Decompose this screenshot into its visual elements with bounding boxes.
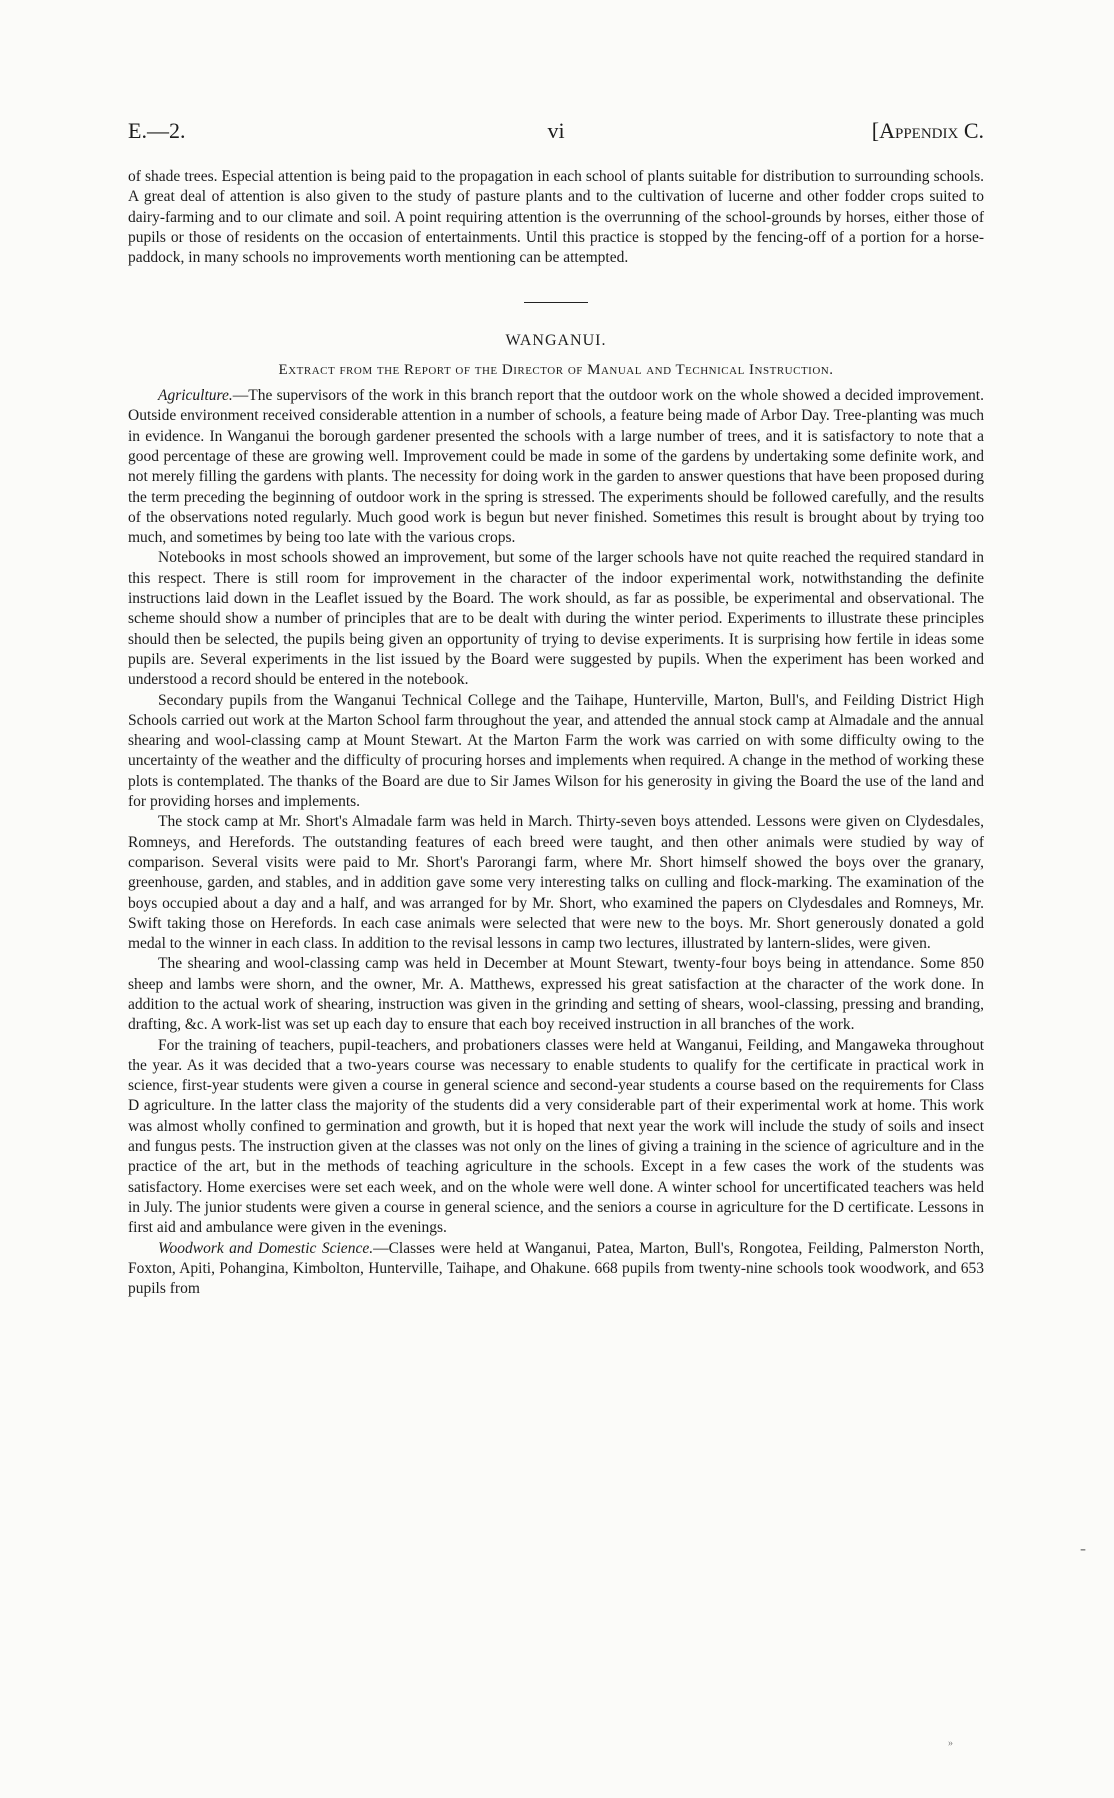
corner-mark: »: [948, 1738, 953, 1749]
body-text: [128, 167, 984, 1299]
agriculture-text: —The supervisors of the work in this branch report that the outdoor work on the whole showed a decided improvement. Outside environment received considerable attention in a number of schools, a feature being made of Arbor Day. Tree-planting was much in evidence. In Wanganui the borough gardener presented the schools with a large number of trees, and it is satisfactory to note that a good percentage of these are growing well. Improvement could be made in some of the gardens by undertaking some definite work, and not merely filling the gardens with plants. The necessity for doing work in the garden to answer questions that have been proposed during the term preceding the beginning of outdoor work in the spring is stressed. The experiments should be followed carefully, and the results of the observations noted regularly. Much good work is begun but never finished. Sometimes this result is brought about by trying too much, and sometimes by being too late with the various crops.: [128, 387, 984, 547]
section-divider: [524, 302, 588, 303]
agriculture-paragraph: [128, 386, 984, 548]
intro-paragraph: of shade trees. Especial attention is being paid to the propagation in each school of plants suitable for distribution to surrounding schools. A great deal of attention is also given to the study of pasture plants and to the cultivation of lucerne and other fodder crops suited to dairy-farming and to our climate and soil. A point requiring attention is the overrunning of the school-grounds by horses, either those of pupils or those of residents on the occasion of entertainments. Until this practice is stopped by the fencing-off of a portion for a horse-paddock, in many schools no improvements worth mentioning can be attempted.: [128, 168, 984, 267]
agriculture-heading: Agriculture.: [158, 387, 233, 405]
woodwork-text: —Classes were held at Wanganui, Patea, Marton, Bull's, Rongotea, Feilding, Palmerston North, Foxton, Apiti, Pohangina, Kimbolton, Hunterville, Taihape, and Ohakune. 668 pupils from twenty-nine schools took woodwork, and 653 pupils from: [128, 1239, 984, 1298]
report-code: E.—2.: [128, 118, 186, 143]
section-title: WANGANUI.: [505, 332, 607, 350]
section-subtitle: Extract from the Report of the Director of Manual and Technical Instruction.: [278, 361, 834, 378]
page-header: [128, 118, 984, 148]
teacher-training-paragraph: For the training of teachers, pupil-teachers, and probationers classes were held at Wanganui, Feilding, and Mangaweka throughout the year. As it was decided that a two-years course was necessary to enable students to qualify for the certificate in practical work in science, first-year students were given a course in general science and second-year students a course based on the requirements for Class D agriculture. In the latter class the majority of the students did a very considerable part of their experimental work at home. This work was almost wholly confined to germination and growth, but it is hoped that next year the work will include the study of soils and insect and fungus pests. The instruction given at the classes was not only on the lines of giving a training in the science of agriculture and in the practice of the art, but in the methods of teaching agriculture in the schools. Except in a few cases the work of the students was satisfactory. Home exercises were set each week, and on the whole were well done. A winter school for uncertificated teachers was held in July. The junior students were given a course in general science, and the seniors a course in agriculture for the D certificate. Lessons in first aid and ambulance were given in the evenings.: [128, 1036, 984, 1237]
shearing-camp-paragraph: The shearing and wool-classing camp was held in December at Mount Stewart, twenty-four boys being in attendance. Some 850 sheep and lambs were shorn, and the owner, Mr. A. Matthews, expressed his great satisfaction at the character of the work done. In addition to the actual work of shearing, instruction was given in the grinding and setting of shears, wool-classing, pressing and branding, drafting, &c. A work-list was set up each day to ensure that each boy received instruction in all branches of the work.: [128, 955, 984, 1034]
page-number: vi: [547, 118, 565, 143]
appendix-label: [Appendix C.: [871, 118, 984, 143]
secondary-pupils-paragraph: Secondary pupils from the Wanganui Technical College and the Taihape, Hunterville, Marton, Bull's, and Feilding District High Schools carried out work at the Marton School farm throughout the year, and attended the annual stock camp at Almadale and the annual shearing and wool-classing camp at Mount Stewart. At the Marton Farm the work was carried on with some difficulty owing to the uncertainty of the weather and the difficulty of procuring horses and implements when required. A change in the method of working these plots is contemplated. The thanks of the Board are due to Sir James Wilson for his generosity in giving the Board the use of the land and for providing horses and implements.: [128, 691, 984, 811]
margin-mark: -: [1080, 1538, 1086, 1558]
woodwork-paragraph: [128, 1239, 984, 1300]
notebooks-paragraph: Notebooks in most schools showed an improvement, but some of the larger schools have not quite reached the required standard in this respect. There is still room for improvement in the character of the indoor experimental work, notwithstanding the definite instructions laid down in the Leaflet issued by the Board. The work should, as far as possible, be experimental and observational. The scheme should show a number of principles that are to be dealt with during the winter period. Experiments to illustrate these principles should then be selected, the pupils being given an opportunity of trying to devise experiments. It is surprising how fertile in ideas some pupils are. Several experiments in the list issued by the Board were suggested by pupils. When the experiment has been worked and understood a record should be entered in the notebook.: [128, 549, 984, 689]
stock-camp-paragraph: The stock camp at Mr. Short's Almadale farm was held in March. Thirty-seven boys attended. Lessons were given on Clydesdales, Romneys, and Herefords. The outstanding features of each breed were taught, and then other animals were studied by way of comparison. Several visits were paid to Mr. Short's Parorangi farm, where Mr. Short himself showed the boys over the granary, greenhouse, garden, and stables, and in addition gave some very interesting talks on culling and flock-marking. The examination of the boys occupied about a day and a half, and was arranged for by Mr. Short, who examined the papers on Clydesdales and Romneys, Mr. Swift taking those on Herefords. In each case animals were selected that were new to the boys. Mr. Short generously donated a gold medal to the winner in each class. In addition to the revisal lessons in camp two lectures, illustrated by lantern-slides, were given.: [128, 813, 984, 953]
woodwork-heading: Woodwork and Domestic Science.: [158, 1239, 374, 1257]
